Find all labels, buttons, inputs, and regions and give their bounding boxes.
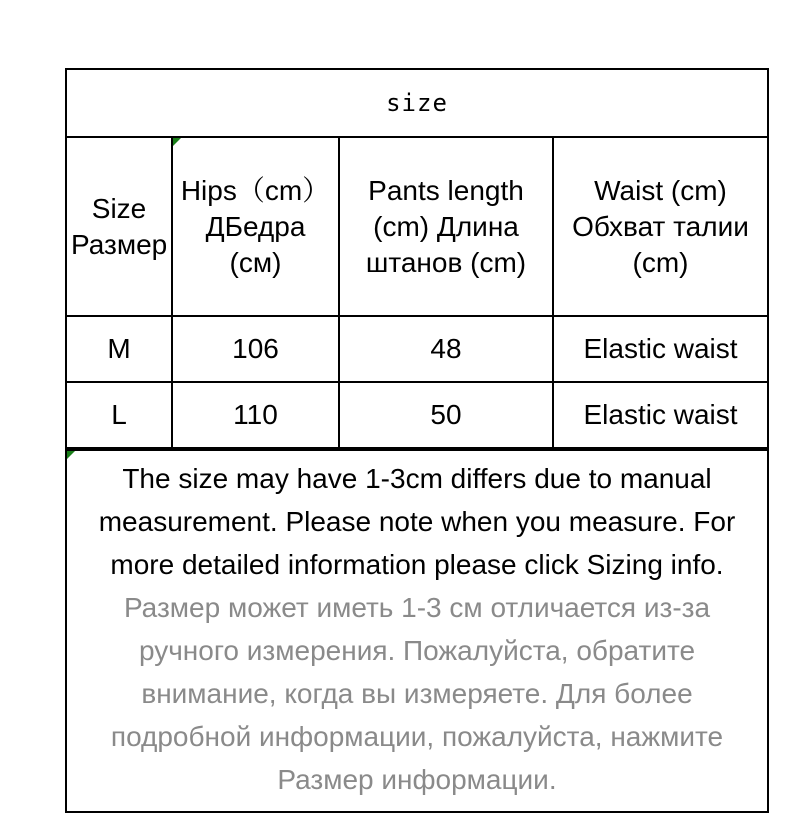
table-row [67,382,767,448]
header-size [67,138,172,316]
cell-size: L [67,382,172,448]
header-waist [553,138,767,316]
header-waist-label: Waist (cm) Обхват талии (cm) [572,174,749,278]
size-table [67,138,767,449]
note-russian: Размер может иметь 1-3 см отличается из-за ручного измерения. Пожалуйста, обратите внимание, когда вы измеряете. Для более подробной информации, пожалуйста, нажмите Размер информации. [110,592,724,795]
cell-hips: 106 [172,316,339,382]
measurement-note [67,449,767,811]
cell-hips: 110 [172,382,339,448]
table-header-row [67,138,767,316]
table-row [67,316,767,382]
comment-marker-icon [67,451,75,459]
chart-title: size [67,70,767,138]
note-english: The size may have 1-3cm differs due to manual measurement. Please note when you measure. For more detailed information please click Sizing info. [98,463,736,580]
cell-waist: Elastic waist [553,316,767,382]
cell-waist: Elastic waist [553,382,767,448]
cell-pants-length: 50 [339,382,553,448]
header-hips-label: Hips（cm）ДБедра (см) [180,174,331,278]
header-pants-length [339,138,553,316]
header-hips [172,138,339,316]
cell-pants-length: 48 [339,316,553,382]
size-chart [65,68,769,813]
cell-size: M [67,316,172,382]
comment-marker-icon [173,138,181,146]
header-size-label: Size Размер [71,192,168,260]
header-pants-label: Pants length (cm) Длина штанов (cm) [365,174,527,278]
